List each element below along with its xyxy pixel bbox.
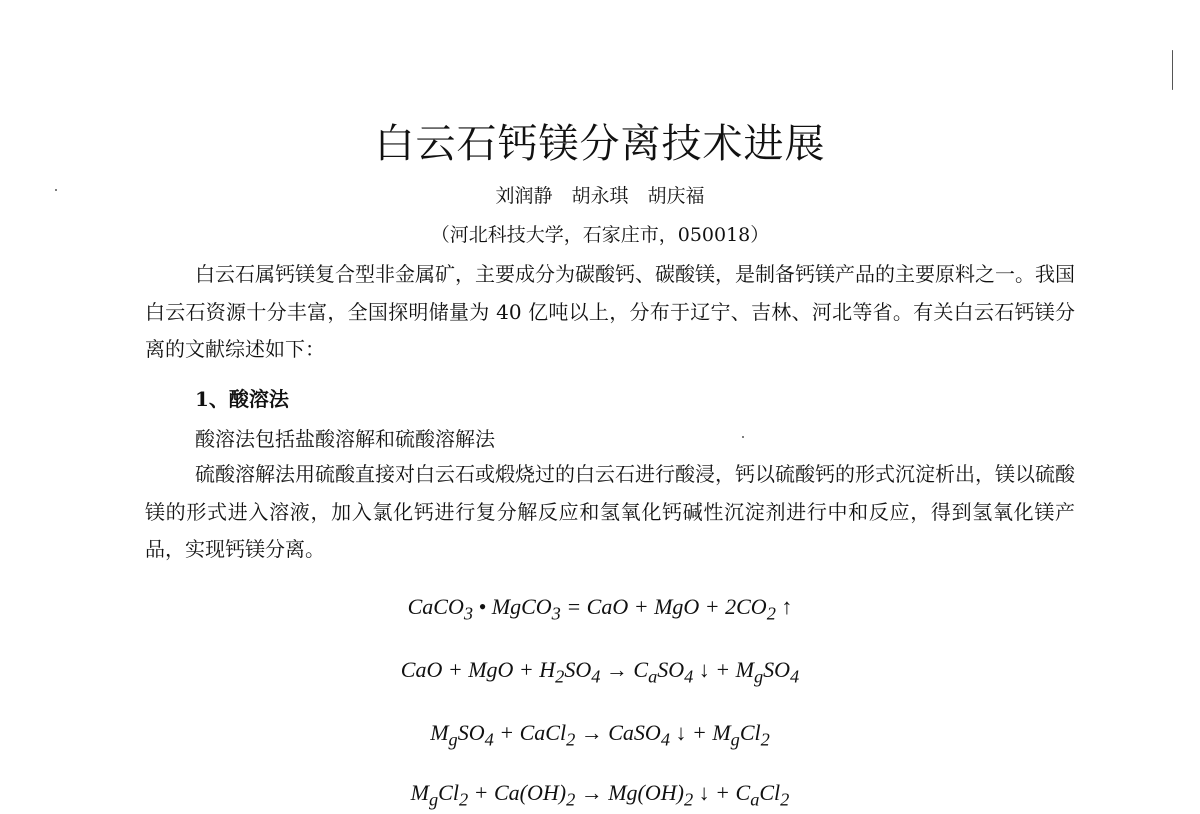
section-heading-acid-dissolution: 1、酸溶法 bbox=[195, 387, 289, 411]
intro-paragraph: 白云石属钙镁复合型非金属矿，主要成分为碳酸钙、碳酸镁，是制备钙镁产品的主要原料之一。我国白云石资源十分丰富，全国探明储量为 40 亿吨以上，分布于辽宁、吉林、河北等省。有关白云石钙镁分离的文献综述如下： bbox=[145, 262, 1075, 361]
equation-calcination: CaCO$_3$ • MgCO$_3$ = CaO + MgO + $2CO_2$ ↑ bbox=[407, 594, 793, 624]
scan-speck bbox=[742, 436, 744, 438]
affiliation: （河北科技大学，石家庄市，050018） bbox=[430, 224, 770, 246]
equation-metathesis: $M_gSO_4$ + CaCl$_2$ → CaSO$_4$ ↓ + $M_gCl_2$ bbox=[430, 720, 770, 750]
equation-sulfuric-leach: CaO + MgO + $H_2SO_4 \to C_aSO_4$ ↓ + $M_gSO_4$ bbox=[400, 657, 800, 687]
author-list: 刘润静 胡永琪 胡庆福 bbox=[495, 185, 705, 207]
scan-edge-mark bbox=[1172, 50, 1173, 90]
sulfuric-acid-paragraph: 硫酸溶解法用硫酸直接对白云石或煅烧过的白云石进行酸浸，钙以硫酸钙的形式沉淀析出，镁以硫酸镁的形式进入溶液，加入氯化钙进行复分解反应和氢氧化钙碱性沉淀剂进行中和反应，得到氢氧化镁产品，实现钙镁分离。 bbox=[145, 462, 1075, 561]
equation-neutralization: $M_gCl_2 + Ca(OH)_2 \to Mg(OH)_2$ ↓ + $C_aCl_2$ bbox=[410, 780, 790, 810]
document-title: 白云石钙镁分离技术进展 bbox=[374, 121, 826, 167]
section-subheading: 酸溶法包括盐酸溶解和硫酸溶解法 bbox=[195, 427, 495, 451]
